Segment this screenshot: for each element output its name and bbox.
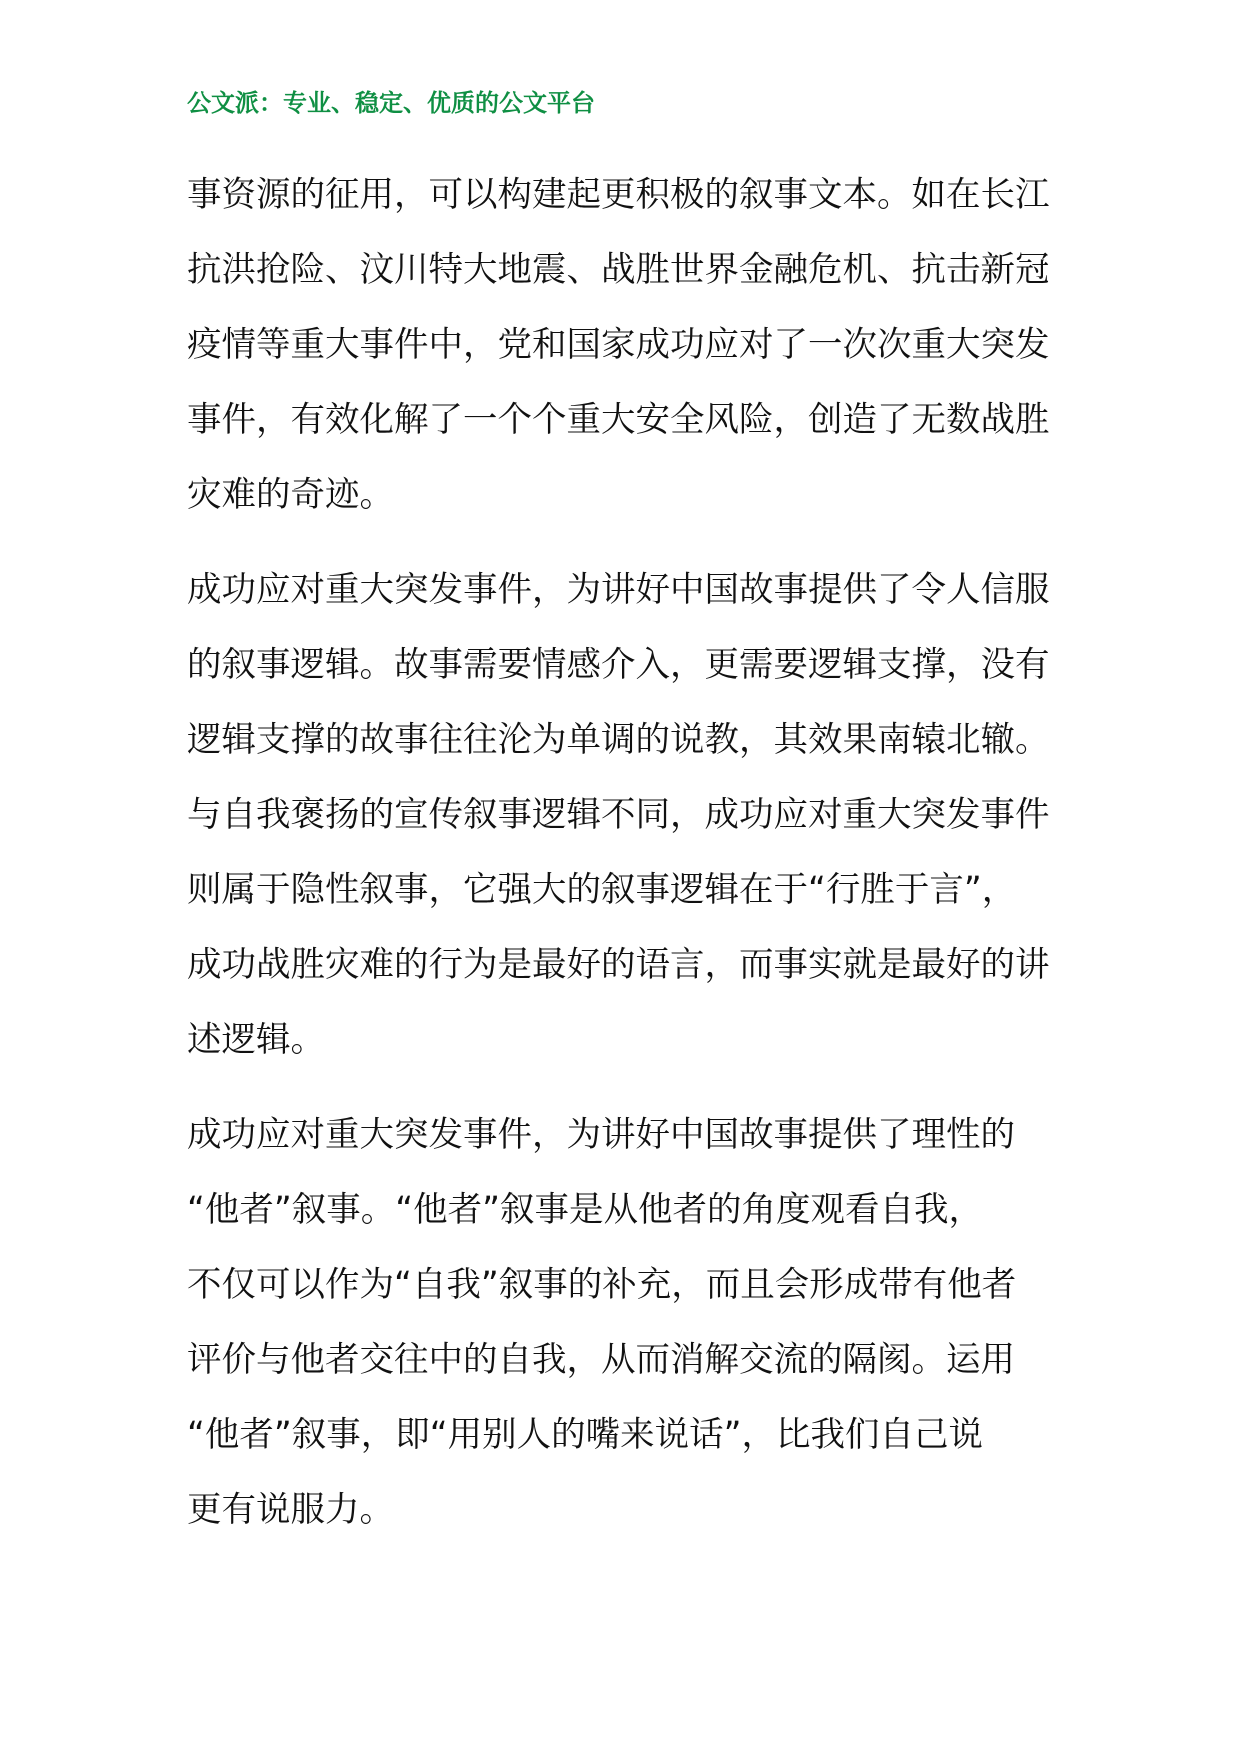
text-line: 抗洪抢险、汶川特大地震、战胜世界金融危机、抗击新冠 [187, 250, 1050, 290]
paragraph [187, 565, 1053, 1090]
text-line: 与自我褒扬的宣传叙事逻辑不同，成功应对重大突发事件 [187, 795, 1050, 835]
text-line: 更有说服力。 [187, 1490, 394, 1530]
text-line: 的叙事逻辑。故事需要情感介入，更需要逻辑支撑，没有 [187, 645, 1050, 685]
text-line: 不仅可以作为“自我”叙事的补充，而且会形成带有他者 [187, 1265, 1017, 1305]
text-line: 事资源的征用，可以构建起更积极的叙事文本。如在长江 [187, 175, 1050, 215]
text-line: 事件，有效化解了一个个重大安全风险，创造了无数战胜 [187, 400, 1050, 440]
paragraph [187, 1110, 1053, 1560]
header-title: 公文派：专业、稳定、优质的公文平台 [187, 89, 595, 117]
text-line: 疫情等重大事件中，党和国家成功应对了一次次重大突发 [187, 325, 1050, 365]
text-line: 则属于隐性叙事，它强大的叙事逻辑在于“行胜于言”， [187, 870, 1017, 910]
document-body [187, 170, 1053, 1580]
text-line: “他者”叙事，即“用别人的嘴来说话”，比我们自己说 [187, 1415, 983, 1455]
paragraph [187, 170, 1053, 545]
text-line: 成功战胜灾难的行为是最好的语言，而事实就是最好的讲 [187, 945, 1050, 985]
text-line: 成功应对重大突发事件，为讲好中国故事提供了令人信服 [187, 570, 1050, 610]
text-line: 评价与他者交往中的自我，从而消解交流的隔阂。运用 [187, 1340, 1015, 1380]
text-line: 逻辑支撑的故事往往沦为单调的说教，其效果南辕北辙。 [187, 720, 1050, 760]
text-line: 成功应对重大突发事件，为讲好中国故事提供了理性的 [187, 1115, 1015, 1155]
text-line: 灾难的奇迹。 [187, 475, 394, 515]
text-line: “他者”叙事。“他者”叙事是从他者的角度观看自我， [187, 1190, 983, 1230]
text-line: 述逻辑。 [187, 1020, 325, 1060]
